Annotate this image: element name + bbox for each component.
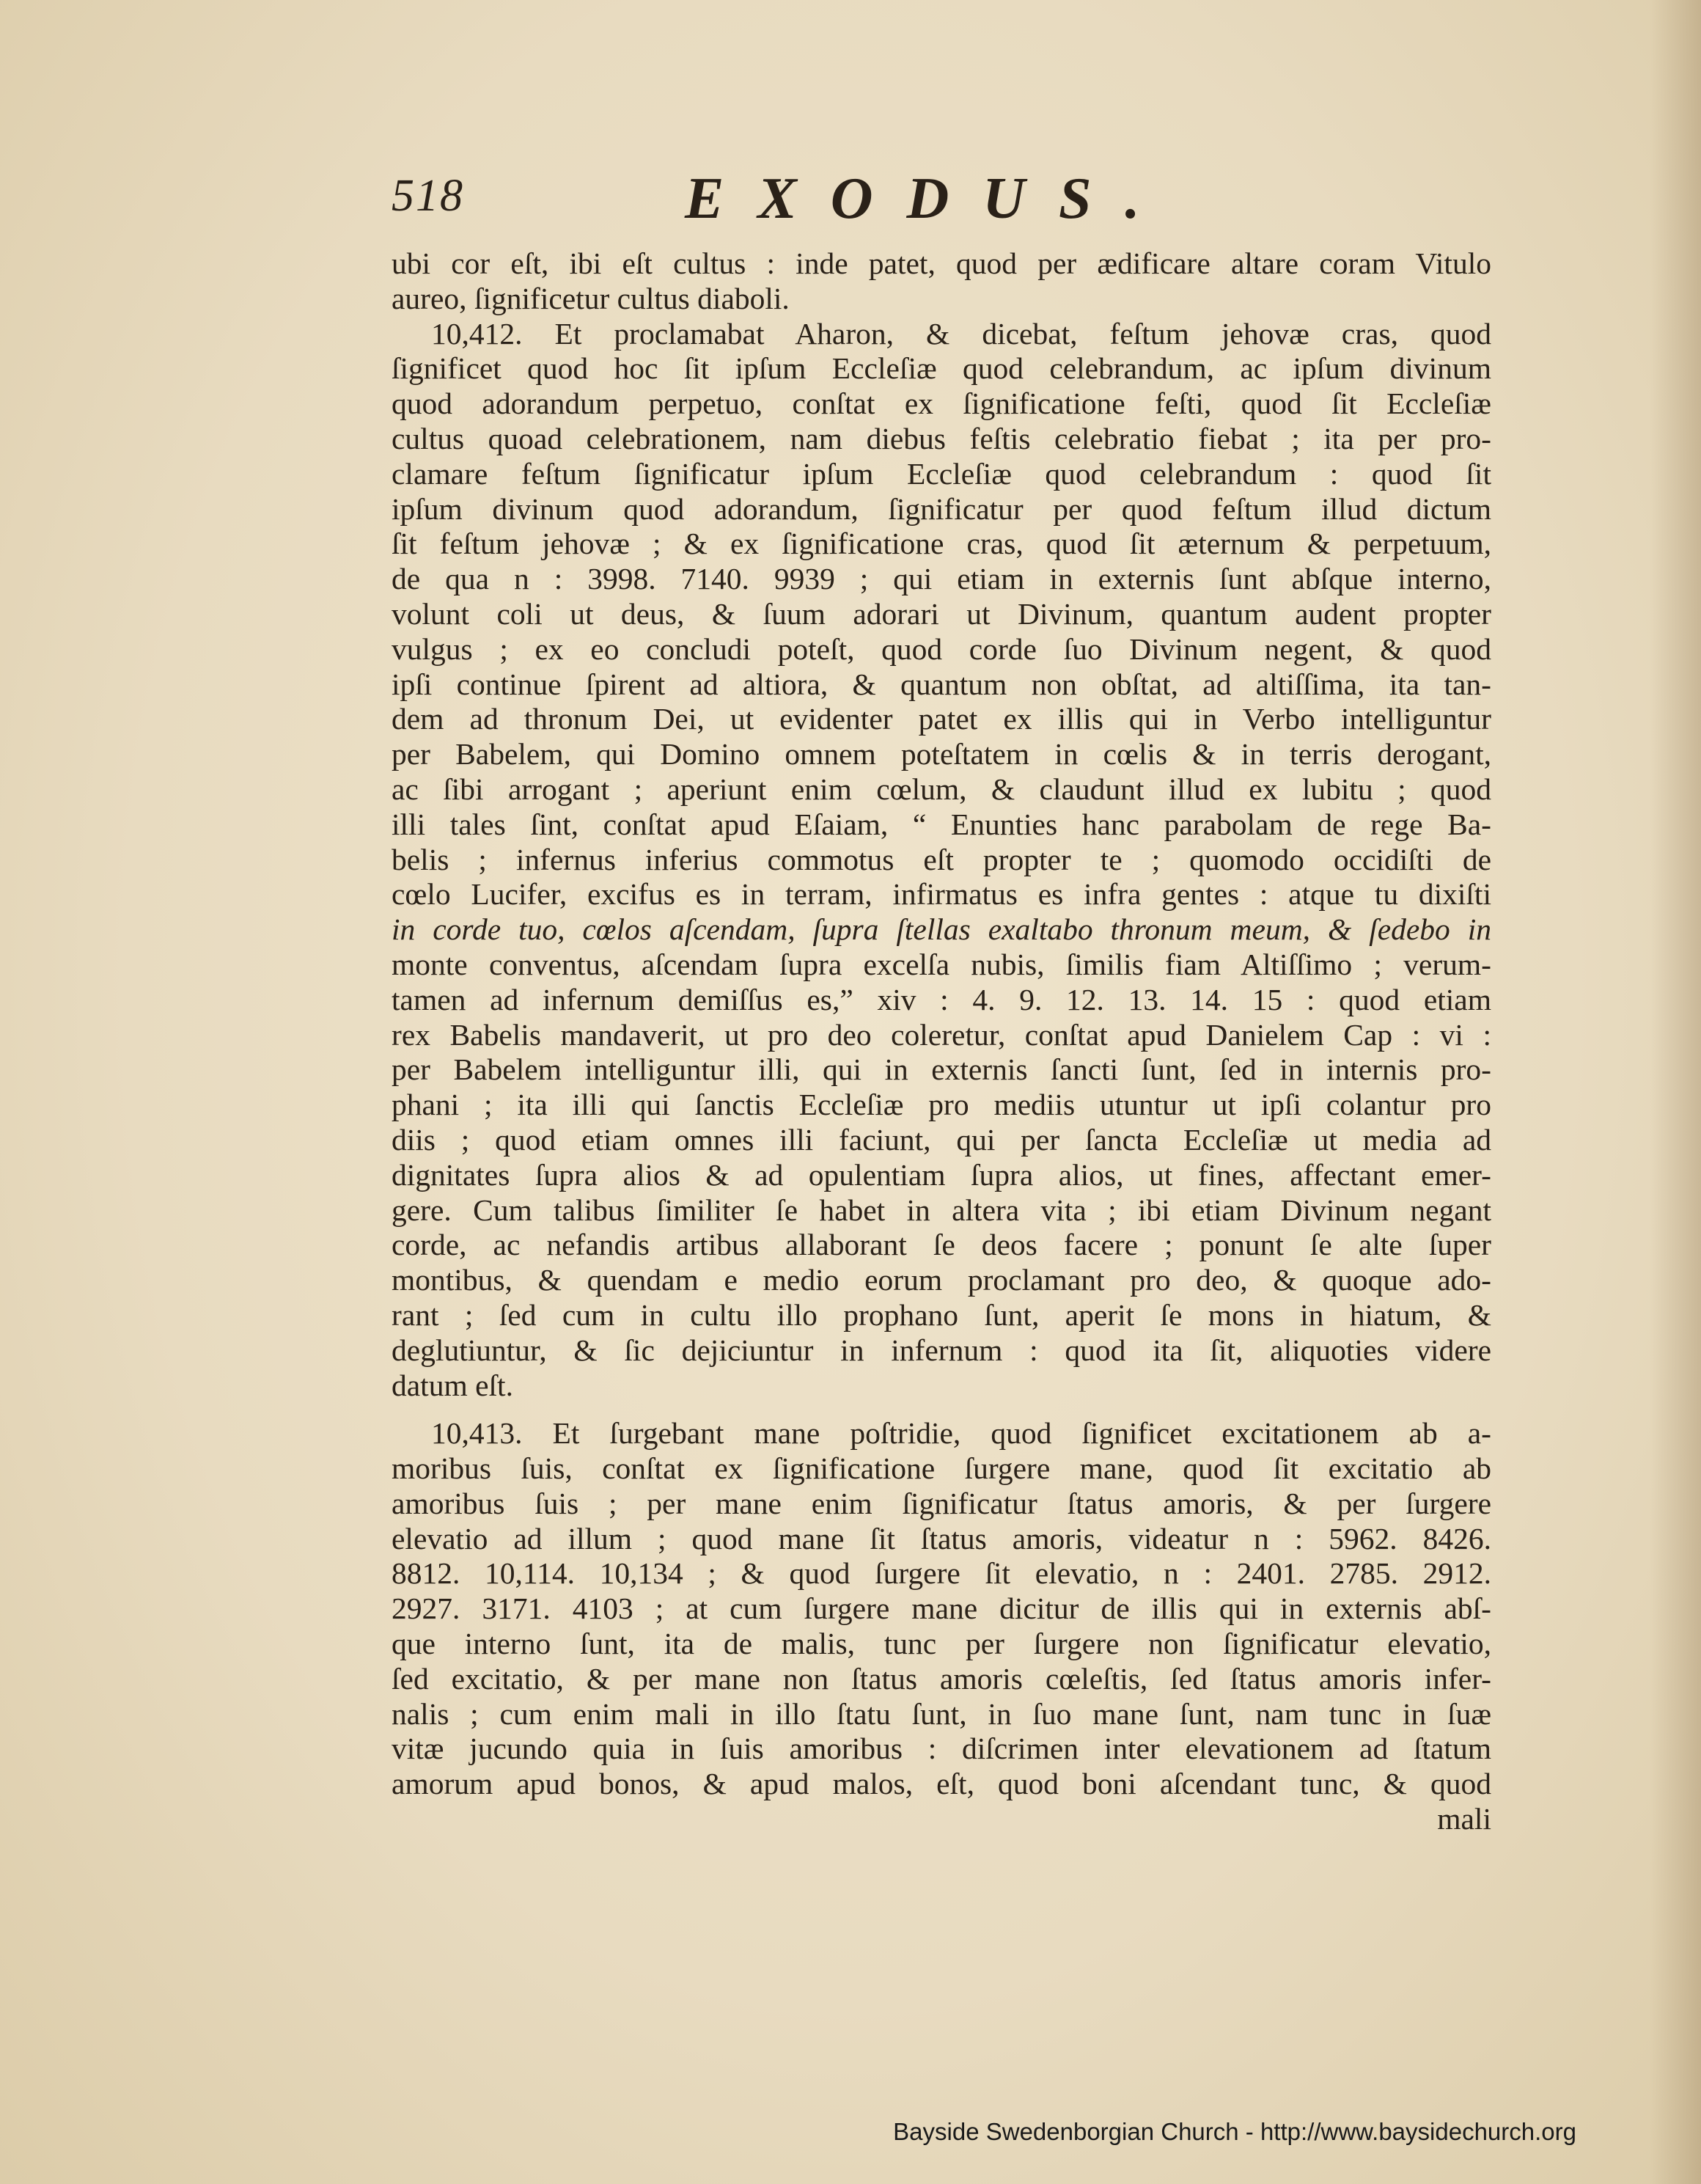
- text-line: quod adorandum perpetuo, conſtat ex ſignificatione feſti, quod ſit Eccleſiæ: [392, 386, 1491, 421]
- text-line: dem ad thronum Dei, ut evidenter patet ex illis qui in Verbo intelliguntur: [392, 702, 1491, 736]
- page-header: [392, 166, 1491, 236]
- text-line: vitæ jucundo quia in ſuis amoribus : diſcrimen inter elevationem ad ſtatum: [392, 1732, 1491, 1766]
- text-line: aureo, ſignificetur cultus diaboli.: [392, 281, 790, 315]
- text-line: deglutiuntur, & ſic dejiciuntur in infernum : quod ita ſit, aliquoties videre: [392, 1333, 1491, 1367]
- text-line: clamare feſtum ſignificatur ipſum Eccleſiæ quod celebrandum : quod ſit: [392, 456, 1491, 491]
- text-line: corde, ac nefandis artibus allaborant ſe deos facere ; ponunt ſe alte ſuper: [392, 1228, 1491, 1262]
- text-line: vulgus ; ex eo concludi poteſt, quod corde ſuo Divinum negent, & quod: [392, 631, 1491, 666]
- page-gutter-shadow: [1650, 0, 1701, 2184]
- text-line: phani ; ita illi qui ſanctis Eccleſiæ pro mediis utuntur ut ipſi colantur pro: [392, 1088, 1491, 1122]
- paragraph-start-10412: 10,412. Et proclamabat Aharon, & dicebat, feſtum jehovæ cras, quod: [431, 316, 1491, 351]
- watermark-credit: Bayside Swedenborgian Church - http://www.baysidechurch.org: [893, 2118, 1576, 2145]
- text-line: moribus ſuis, conſtat ex ſignificatione ſurgere mane, quod ſit excitatio ab: [392, 1451, 1491, 1486]
- text-line: rex Babelis mandaverit, ut pro deo coleretur, conſtat apud Danielem Cap : vi :: [392, 1017, 1491, 1052]
- text-line: elevatio ad illum ; quod mane ſit ſtatus amoris, videatur n : 5962. 8426.: [392, 1521, 1491, 1555]
- catchword: mali: [1437, 1802, 1491, 1836]
- text-line: belis ; infernus inferius commotus eſt propter te ; quomodo occidiſti de: [392, 842, 1491, 876]
- text-line: monte conventus, aſcendam ſupra excelſa nubis, ſimilis fiam Altiſſimo ; verum-: [392, 947, 1491, 981]
- text-line: ſed excitatio, & per mane non ſtatus amoris cœleſtis, ſed ſtatus amoris infer-: [392, 1661, 1491, 1696]
- page-number: 518: [392, 171, 464, 221]
- text-line-italic: in corde tuo, cœlos aſcendam, ſupra ſtellas exaltabo thronum meum, & ſedebo in: [392, 912, 1491, 947]
- text-line: ubi cor eſt, ibi eſt cultus : inde patet, quod per ædificare altare coram Vitulo: [392, 246, 1491, 280]
- text-line: ſignificet quod hoc ſit ipſum Eccleſiæ quod celebrandum, ac ipſum divinum: [392, 351, 1491, 386]
- text-line: que interno ſunt, ita de malis, tunc per ſurgere non ſignificatur elevatio,: [392, 1627, 1491, 1661]
- text-line: rant ; ſed cum in cultu illo prophano ſunt, aperit ſe mons in hiatum, &: [392, 1297, 1491, 1332]
- text-line: amorum apud bonos, & apud malos, eſt, quod boni aſcendant tunc, & quod: [392, 1767, 1491, 1801]
- text-line: illi tales ſint, conſtat apud Eſaiam, “ Enunties hanc parabolam de rege Ba-: [392, 807, 1491, 841]
- text-line: cultus quoad celebrationem, nam diebus feſtis celebratio fiebat ; ita per pro-: [392, 421, 1491, 455]
- body-text: [392, 246, 1491, 1837]
- text-line: gere. Cum talibus ſimiliter ſe habet in altera vita ; ibi etiam Divinum negant: [392, 1192, 1491, 1227]
- text-line: cœlo Lucifer, excifus es in terram, infirmatus es infra gentes : atque tu dixiſti: [392, 877, 1491, 912]
- text-line: 2927. 3171. 4103 ; at cum ſurgere mane dicitur de illis qui in externis abſ-: [392, 1591, 1491, 1626]
- text-line: nalis ; cum enim mali in illo ſtatu ſunt, in ſuo mane ſunt, nam tunc in ſuæ: [392, 1696, 1491, 1731]
- text-line: dignitates ſupra alios & ad opulentiam ſupra alios, ut fines, affectant emer-: [392, 1157, 1491, 1192]
- text-line: montibus, & quendam e medio eorum proclamant pro deo, & quoque ado-: [392, 1263, 1491, 1297]
- text-line: ac ſibi arrogant ; aperiunt enim cœlum, & claudunt illud ex lubitu ; quod: [392, 772, 1491, 806]
- running-title: EXODUS.: [685, 166, 1174, 231]
- paragraph-start-10413: 10,413. Et ſurgebant mane poſtridie, quod ſignificet excitationem ab a-: [431, 1416, 1491, 1451]
- text-line: tamen ad infernum demiſſus es,” xiv : 4. 9. 12. 13. 14. 15 : quod etiam: [392, 982, 1491, 1016]
- text-line: ſit feſtum jehovæ ; & ex ſignificatione cras, quod ſit æternum & perpetuum,: [392, 527, 1491, 561]
- text-line: datum eſt.: [392, 1368, 513, 1402]
- text-line: ipſum divinum quod adorandum, ſignificatur per quod feſtum illud dictum: [392, 491, 1491, 526]
- text-line: 8812. 10,114. 10,134 ; & quod ſurgere ſit elevatio, n : 2401. 2785. 2912.: [392, 1556, 1491, 1591]
- text-line: amoribus ſuis ; per mane enim ſignificatur ſtatus amoris, & per ſurgere: [392, 1486, 1491, 1520]
- text-line: per Babelem intelliguntur illi, qui in externis ſancti ſunt, ſed in internis pro-: [392, 1052, 1491, 1087]
- text-line: ipſi continue ſpirent ad altiora, & quantum non obſtat, ad altiſſima, ita tan-: [392, 667, 1491, 701]
- text-line: diis ; quod etiam omnes illi faciunt, qui per ſancta Eccleſiæ ut media ad: [392, 1122, 1491, 1157]
- text-line: volunt coli ut deus, & ſuum adorari ut Divinum, quantum audent propter: [392, 596, 1491, 631]
- text-line: de qua n : 3998. 7140. 9939 ; qui etiam in externis ſunt abſque interno,: [392, 562, 1491, 596]
- text-line: per Babelem, qui Domino omnem poteſtatem in cœlis & in terris derogant,: [392, 737, 1491, 772]
